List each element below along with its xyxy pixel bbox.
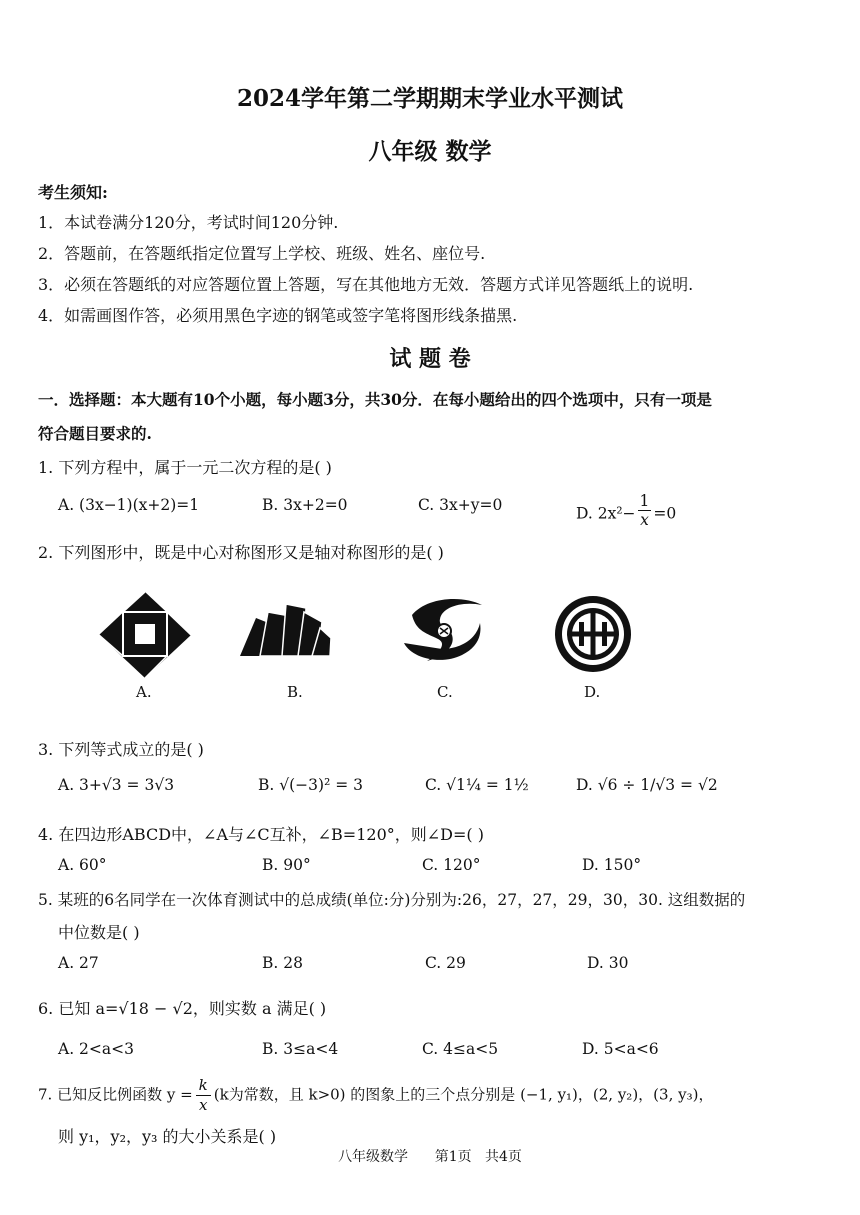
question-6-option-c: C. 4≤a<5 [422, 1040, 499, 1058]
fraction-denominator: x [198, 1096, 208, 1114]
question-5-option-a: A. 27 [58, 954, 99, 972]
question-1-option-c: C. 3x+y=0 [418, 496, 503, 514]
fraction-numerator: k [196, 1076, 211, 1096]
notice-item: 4．如需画图作答，必须用黑色字迹的钢笔或签字笔将图形线条描黑. [38, 306, 518, 325]
question-4-option-c: C. 120° [422, 856, 481, 874]
part-heading-line2: 符合题目要求的. [38, 424, 152, 443]
figure-a [95, 590, 195, 680]
question-3-option-b: B. √(−3)² = 3 [258, 776, 363, 794]
question-6-stem: 6. 已知 a=√18 − √2，则实数 a 满足( ) [38, 999, 327, 1018]
fraction-numerator: 1 [639, 492, 650, 510]
page-footer: 八年级数学 第1页 共4页 [338, 1149, 522, 1165]
question-4-option-d: D. 150° [582, 856, 642, 874]
question-5-option-c: C. 29 [425, 954, 466, 972]
question-6-option-a: A. 2<a<3 [58, 1040, 134, 1058]
question-6-option-d: D. 5<a<6 [582, 1040, 659, 1058]
fraction [196, 1076, 211, 1115]
question-3-stem: 3. 下列等式成立的是( ) [38, 740, 204, 759]
figure-a-label: A. [136, 683, 152, 701]
question-1-option-a: A. (3x−1)(x+2)=1 [58, 496, 200, 514]
notice-heading: 考生须知: [38, 183, 108, 202]
question-3-option-c: C. √1¼ = 1½ [425, 776, 529, 794]
figure-b-label: B. [287, 683, 303, 701]
question-3-option-d: D. √6 ÷ 1/√3 = √2 [576, 776, 718, 794]
fraction-denominator: x [640, 511, 649, 529]
question-1-stem: 1. 下列方程中，属于一元二次方程的是( ) [38, 458, 332, 477]
question-2-stem: 2. 下列图形中，既是中心对称图形又是轴对称图形的是( ) [38, 543, 444, 562]
fraction [638, 492, 652, 529]
option-d-prefix: D. 2x²− [576, 504, 636, 523]
question-3-option-a: A. 3+√3 = 3√3 [58, 776, 175, 794]
figure-c-label: C. [437, 683, 453, 701]
figure-c [402, 595, 487, 665]
exam-subtitle: 八年级 数学 [368, 138, 492, 165]
question-7-prefix: 7. 已知反比例函数 y = [38, 1085, 193, 1104]
figure-d-label: D. [584, 683, 601, 701]
question-5-stem-line2: 中位数是( ) [58, 923, 140, 942]
option-d-suffix: =0 [653, 504, 677, 523]
question-5-option-b: B. 28 [262, 954, 303, 972]
section-title: 试 题 卷 [389, 346, 471, 372]
question-4-option-a: A. 60° [58, 856, 107, 874]
question-6-option-b: B. 3≤a<4 [262, 1040, 339, 1058]
question-1-option-b: B. 3x+2=0 [262, 496, 348, 514]
question-7-suffix: (k为常数，且 k>0) 的图象上的三个点分别是 (−1, y₁)，(2, y₂)，(3, y₃)， [213, 1085, 714, 1104]
question-7-stem-line2: 则 y₁，y₂，y₃ 的大小关系是( ) [58, 1127, 277, 1146]
notice-item: 3．必须在答题纸的对应答题位置上答题，写在其他地方无效．答题方式详见答题纸上的说明. [38, 275, 694, 294]
question-4-option-b: B. 90° [262, 856, 311, 874]
question-4-stem: 4. 在四边形ABCD中，∠A与∠C互补，∠B=120°，则∠D=( ) [38, 825, 484, 844]
question-1-option-d [576, 492, 677, 533]
notice-item: 2．答题前，在答题纸指定位置写上学校、班级、姓名、座位号. [38, 244, 486, 263]
exam-title: 2024学年第二学期期末学业水平测试 [236, 85, 623, 112]
figure-b [238, 598, 333, 658]
part-heading-line1: 一．选择题：本大题有10个小题，每小题3分，共30分．在每小题给出的四个选项中，只有一项是 [38, 390, 712, 409]
question-5-option-d: D. 30 [587, 954, 629, 972]
question-7-stem [38, 1076, 713, 1115]
figure-d [553, 594, 633, 674]
question-5-stem: 5. 某班的6名同学在一次体育测试中的总成绩(单位:分)分别为:26，27，27，29，30，30. 这组数据的 [38, 891, 746, 909]
notice-item: 1．本试卷满分120分，考试时间120分钟. [38, 213, 339, 232]
